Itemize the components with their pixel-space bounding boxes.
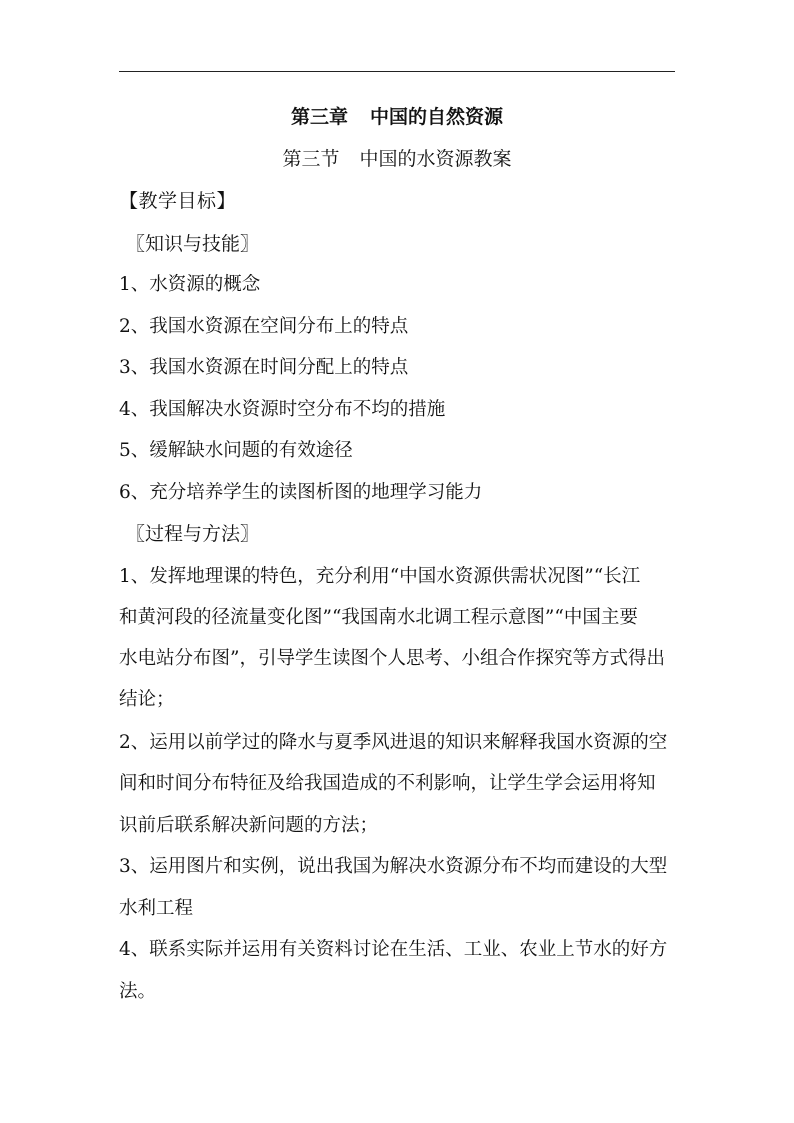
section-number: 第三节 (282, 148, 340, 170)
paragraph-line: 2、运用以前学过的降水与夏季风进退的知识来解释我国水资源的空 (119, 732, 668, 753)
knowledge-item: 6、充分培养学生的读图析图的地理学习能力 (119, 482, 483, 503)
header-rule (119, 71, 675, 72)
knowledge-item: 2、我国水资源在空间分布上的特点 (119, 316, 409, 337)
paragraph-line: 间和时间分布特征及给我国造成的不利影响，让学生学会运用将知 (119, 773, 656, 794)
paragraph-line: 3、运用图片和实例，说出我国为解决水资源分布不均而建设的大型 (119, 856, 668, 877)
objectives-heading: 【教学目标】 (119, 190, 237, 212)
section-name: 中国的水资源教案 (359, 148, 512, 170)
knowledge-item: 1、水资源的概念 (119, 274, 261, 295)
paragraph-line: 水利工程 (119, 898, 194, 919)
process-heading: 〖过程与方法〗 (126, 523, 260, 545)
knowledge-item: 5、缓解缺水问题的有效途径 (119, 440, 353, 461)
knowledge-heading: 〖知识与技能〗 (126, 233, 260, 255)
chapter-title (119, 105, 675, 129)
chapter-number: 第三章 (290, 106, 348, 128)
paragraph-line: 结论； (119, 689, 175, 710)
paragraph-line: 4、联系实际并运用有关资料讨论在生活、工业、农业上节水的好方 (119, 939, 668, 960)
knowledge-item: 3、我国水资源在时间分配上的特点 (119, 357, 409, 378)
paragraph-line: 1、发挥地理课的特色，充分利用“中国水资源供需状况图”“长江 (119, 566, 641, 587)
chapter-name: 中国的自然资源 (370, 106, 504, 128)
paragraph-line: 法。 (119, 981, 157, 1002)
knowledge-item: 4、我国解决水资源时空分布不均的措施 (119, 399, 446, 420)
section-title (119, 147, 675, 171)
paragraph-line: 识前后联系解决新问题的方法； (119, 815, 379, 836)
paragraph-line: 和黄河段的径流量变化图”“我国南水北调工程示意图”“中国主要 (119, 607, 638, 628)
paragraph-line: 水电站分布图”，引导学生读图个人思考、小组合作探究等方式得出 (119, 648, 665, 669)
